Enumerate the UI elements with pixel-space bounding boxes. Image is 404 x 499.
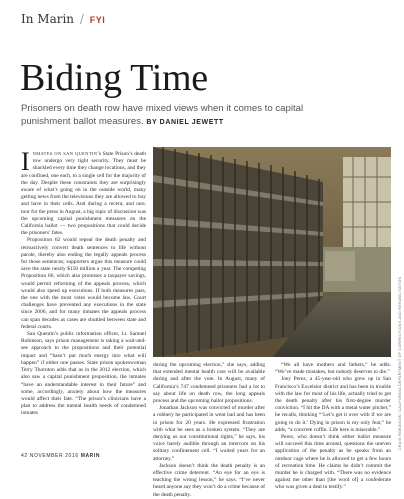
page-footer [21, 453, 100, 459]
article-deck [21, 103, 321, 129]
column-1 [21, 147, 146, 418]
magazine-brand: MARIN [80, 453, 101, 459]
cellblock-illustration [153, 147, 391, 357]
paragraph: San Quentin’s public information officer, Lt. Samuel Robinson, says prison management is taking a wait-and-see approach to the propositions and their potential impact and “hasn’t put much energy into what will happen” if either one passes. State prison spokeswoman Terry Thornton adds that as in the 2012 election, which also saw a capital punishment proposition, the inmates “have an understandable interest in their future” and some, accordingly, anxiety about how the measures would affect their fate. “The prison’s clinicians have a plan to address the mental health needs of condemned inmates [21, 331, 146, 417]
deck-text: Prisoners on death row have mixed views when it comes to capital punishment ballot measures. [21, 103, 304, 127]
paragraph: Joey Perez, a 45-year-old who grew up in San Francisco’s Excelsior district and has been in trouble with the law for most of his life, actually tried to get the death penalty after his first-degree murder conviction. “I hit the DA with a metal water pitcher,” he recalls, thinking “‘Let’s get it over with if we are going to do it.’ Dying in prison is my only fear,” he adds, “a concrete coffin. Life here is miserable.” [275, 376, 391, 433]
byline: BY DANIEL JEWETT [146, 118, 224, 126]
paragraph: Jackson doesn’t think the death penalty is an effective crime deterrent. “An eye for an eye is teaching the wrong lesson,” he says. “I’ve never heard anyone say they won’t do a crime because of the death penalty. [153, 462, 265, 498]
section-separator: / [79, 12, 84, 26]
paragraph: during the upcoming election,” she says, adding that extended mental health care will be available during and after the vote. In August, many of California’s 747 condemned prisoners had a lot to say about life on death row, the long appeals process and the upcoming ballot propositions. [153, 362, 265, 405]
photo-credit [393, 250, 402, 450]
lead-paragraph [21, 147, 146, 237]
article-title: Biding Time [20, 57, 208, 99]
photo-credit-text: CRAIG ROBINSON; CALIFORNIA DEPARTMENT OF CORRECTIONS AND REHABILITATION [398, 276, 402, 450]
column-2 [153, 362, 265, 499]
cellblock-photo [153, 147, 391, 357]
issue-date: NOVEMBER 2016 [29, 453, 79, 459]
paragraph: Jonathan Jackson was convicted of murder after a robbery he participated in went bad and has been in prison for 20 years. He expressed frustration with what he sees as a broken system. “They are denying us our constitutional rights,” he says, his voice barely audible through an intercom on his solitary confinement cell. “I waited years for an attorney.” [153, 405, 265, 462]
paragraph: Perez, who doesn’t think either ballot measure will succeed this time around, questions the uneven application of the penalty as he speaks from an outdoor cage where he is allowed to get a few hours of recreation time. He claims he didn’t commit the murder he is charged with. “There was no evidence against me other than [the word of] a confederate who was given a deal to testify.” [275, 434, 391, 491]
section-subsection: FYI [89, 15, 106, 25]
section-name: In Marin [21, 12, 75, 26]
paragraph: “We all have mothers and fathers,” he adds. “We’ve made mistakes, but nobody deserves to die.” [275, 362, 391, 376]
paragraph-text: ’s State Prison’s death row undergo very tight security. They must be shackled every time they change locations, and they are confined, one each, to a single cell for the majority of the day. Despite these constraints they are surprisingly aware of what’s going on in the outside world, many getting news from the televisions they are allowed to buy and have in their cells. And during a recent, and rare, tour for the press in August, a big topic of discussion was the upcoming capital punishment measures on the California ballot — two propositions that could decide the prisoners’ fates. [21, 151, 146, 237]
dropcap: I [21, 147, 30, 176]
section-header [21, 12, 105, 26]
page-number: 42 [21, 453, 28, 459]
column-3 [275, 362, 391, 492]
paragraph: Proposition 62 would repeal the death penalty and retroactively convert death sentences to life without parole, thereby also ending the legally appeals process for those sentences; supporters argue this measure could save the state nearly $150 million a year. The competing Proposition 66, which also promises a taxpayer savings, would permit reforming of the appeals process, which would also speed up executions. If both measures pass, the one with the most votes would become law. Court challenges have prevented any executions in the state since 2006, and for many inmates the appeals process can span decades as cases are shuttled between state and federal courts. [21, 237, 146, 330]
lead-smallcaps: NMATES ON SAN QUENTIN [32, 151, 98, 156]
